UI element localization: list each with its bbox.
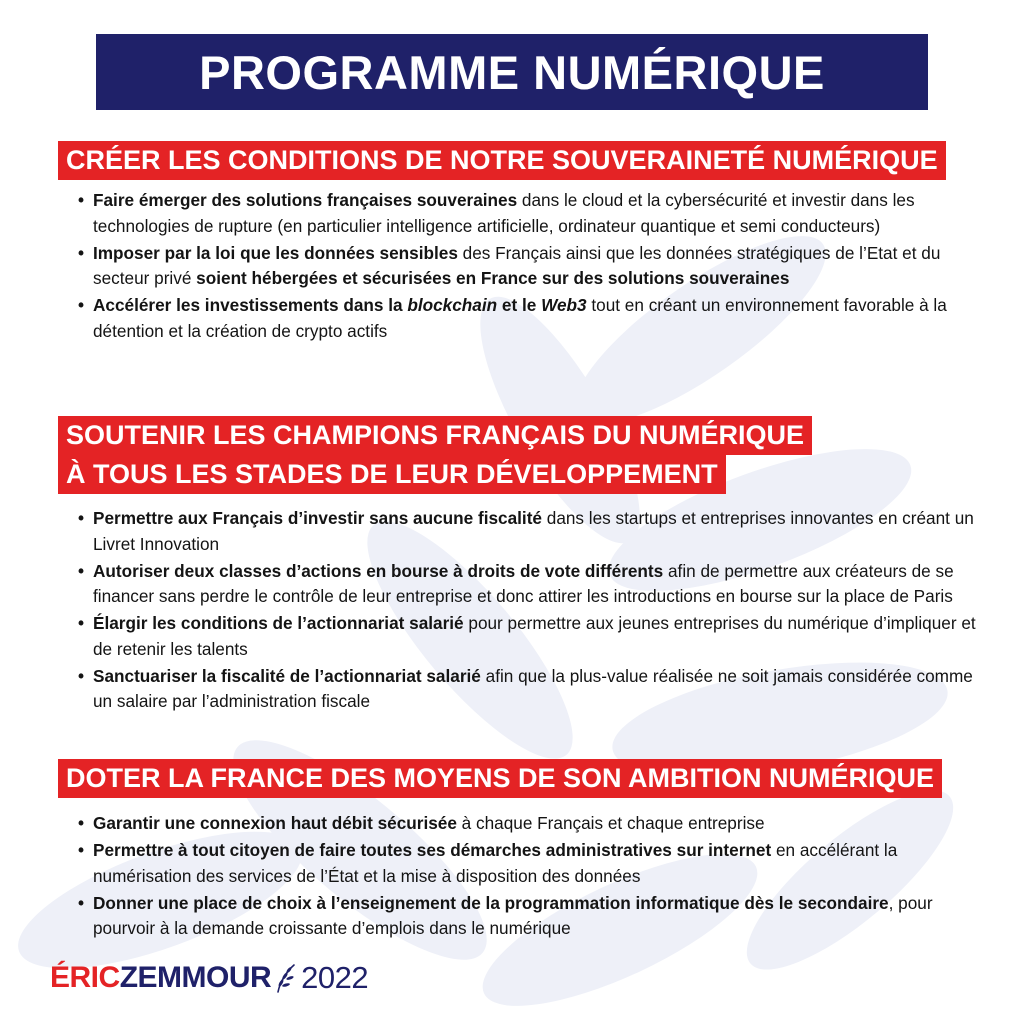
section-heading-line: À TOUS LES STADES DE LEUR DÉVELOPPEMENT: [58, 455, 726, 494]
logo-year: 2022: [301, 960, 369, 995]
bullet-item: [78, 664, 978, 715]
logo-first-name: ÉRIC: [50, 961, 120, 994]
bullet-item: [78, 188, 978, 239]
bullet-item: [78, 838, 978, 889]
bullet-text: Imposer par la loi que les données sensibles: [93, 242, 458, 263]
bullet-text: en accélérant la numérisation des services de l’État et la mise à disposition des données: [93, 840, 898, 886]
bullet-text: Élargir les conditions de l’actionnariat salarié: [93, 613, 464, 633]
bullet-item: [78, 811, 978, 837]
bullet-text: Web3: [541, 295, 587, 315]
section-heading-line: DOTER LA FRANCE DES MOYENS DE SON AMBITION NUMÉRIQUE: [58, 759, 942, 798]
bullet-text: des Français ainsi que les données stratégiques de l’Etat et du secteur privé: [93, 242, 941, 288]
bullet-text: dans le cloud et la cybersécurité et investir dans les technologies de rupture (en particulier intelligence artificielle, ordinateur quantique et semi conducteurs): [93, 190, 915, 236]
bullet-text: Autoriser deux classes d’actions en bourse à droits de vote différents: [93, 560, 664, 581]
logo-last-name: ZEMMOUR: [119, 961, 272, 994]
section-heading-champions: [58, 416, 812, 494]
bullet-text: afin de permettre aux créateurs de se financer sans perdre le contrôle de leur entreprise et donc attirer les introductions en bourse sur la place de Paris: [93, 560, 954, 606]
bullet-text: Accélérer les investissements dans la: [93, 295, 408, 315]
bullet-text: , pour pourvoir à la demande croissante d’emplois dans le numérique: [93, 892, 933, 938]
bullet-text: blockchain: [407, 295, 498, 315]
bullet-item: [78, 559, 978, 610]
section-heading-line: CRÉER LES CONDITIONS DE NOTRE SOUVERAINETÉ NUMÉRIQUE: [58, 141, 946, 180]
bullet-text: Permettre aux Français d’investir sans aucune fiscalité: [93, 508, 542, 528]
bullet-text: Donner une place de choix à l’enseignement de la programmation informatique dès le secondaire: [93, 892, 889, 913]
bullet-item: [78, 506, 978, 557]
section-heading-ambition: [58, 759, 942, 798]
bullet-item: [78, 891, 978, 942]
bullet-text: Sanctuariser la fiscalité de l’actionnariat salarié: [93, 665, 481, 686]
bullet-text: et le: [497, 295, 542, 315]
bullet-text: Faire émerger des solutions françaises souveraines: [93, 190, 518, 210]
bullet-text: pour permettre aux jeunes entreprises du numérique d’impliquer et de retenir les talents: [93, 613, 976, 659]
bullet-text: afin que la plus-value réalisée ne soit jamais considérée comme un salaire par l’administration fiscale: [93, 665, 973, 711]
section-heading-souverainete: [58, 141, 946, 180]
bullet-text: Permettre à tout citoyen de faire toutes ses démarches administratives sur internet: [93, 840, 772, 860]
bullet-list: [78, 188, 978, 346]
page-title: PROGRAMME NUMÉRIQUE: [96, 34, 928, 110]
bullet-text: soient hébergées et sécurisées en France sur des solutions souveraines: [196, 268, 790, 288]
bullet-text: dans les startups et entreprises innovantes en créant un Livret Innovation: [93, 508, 974, 554]
bullet-list: [78, 811, 978, 943]
bullet-list: [78, 506, 978, 716]
laurel-icon: [272, 962, 298, 994]
bullet-text: à chaque Français et chaque entreprise: [456, 813, 765, 833]
bullet-item: [78, 611, 978, 662]
bullet-text: tout en créant un environnement favorable à la détention et la création de crypto actifs: [93, 295, 947, 341]
campaign-logo: [50, 962, 368, 994]
section-heading-line: SOUTENIR LES CHAMPIONS FRANÇAIS DU NUMÉRIQUE: [58, 416, 812, 455]
bullet-item: [78, 293, 978, 344]
bullet-item: [78, 241, 978, 292]
bullet-text: Garantir une connexion haut débit sécurisée: [93, 813, 457, 833]
